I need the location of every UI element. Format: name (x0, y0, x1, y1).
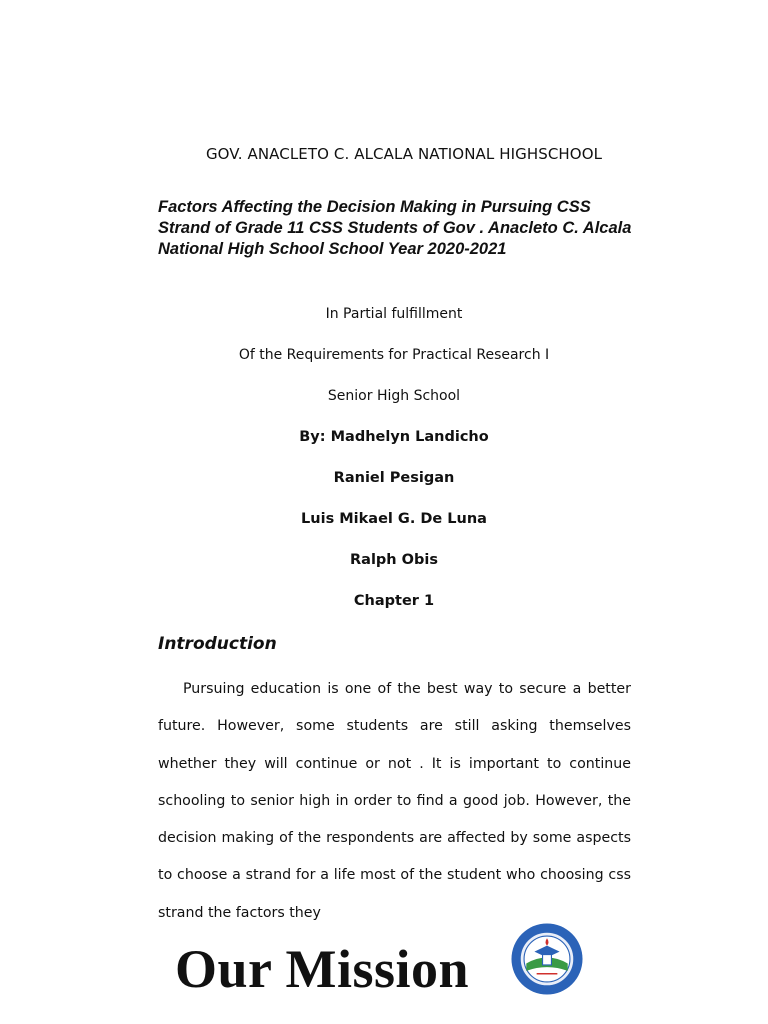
chapter-label: Chapter 1 (353, 593, 435, 609)
level-line: Senior High School (327, 388, 461, 404)
author-2: Raniel Pesigan (333, 470, 455, 486)
school-seal-icon (510, 922, 584, 996)
author-1: By: Madhelyn Landicho (299, 429, 489, 445)
author-4: Ralph Obis (350, 552, 438, 568)
school-name: GOV. ANACLETO C. ALCALA NATIONAL HIGHSCHOOL (205, 145, 603, 163)
mission-heading: Our Mission (175, 939, 470, 999)
introduction-paragraph: Pursuing education is one of the best way to secure a better future. However, some students are still asking themselves whether they will continue or not . It is important to continue schooling to senior high in order to find a good job. However, the decision making of the respondents are affected by some aspects to choose a strand for a life most of the student who choosing css strand the factors they (158, 681, 631, 921)
research-title: Factors Affecting the Decision Making in Pursuing CSS Strand of Grade 11 CSS Students of Gov . Anacleto C. Alcala National High School School Year 2020-2021 (158, 198, 632, 258)
author-3: Luis Mikael G. De Luna (301, 511, 487, 527)
fulfillment-line: In Partial fulfillment (325, 306, 463, 322)
requirements-line: Of the Requirements for Practical Research I (238, 347, 550, 363)
introduction-heading: Introduction (158, 634, 277, 654)
